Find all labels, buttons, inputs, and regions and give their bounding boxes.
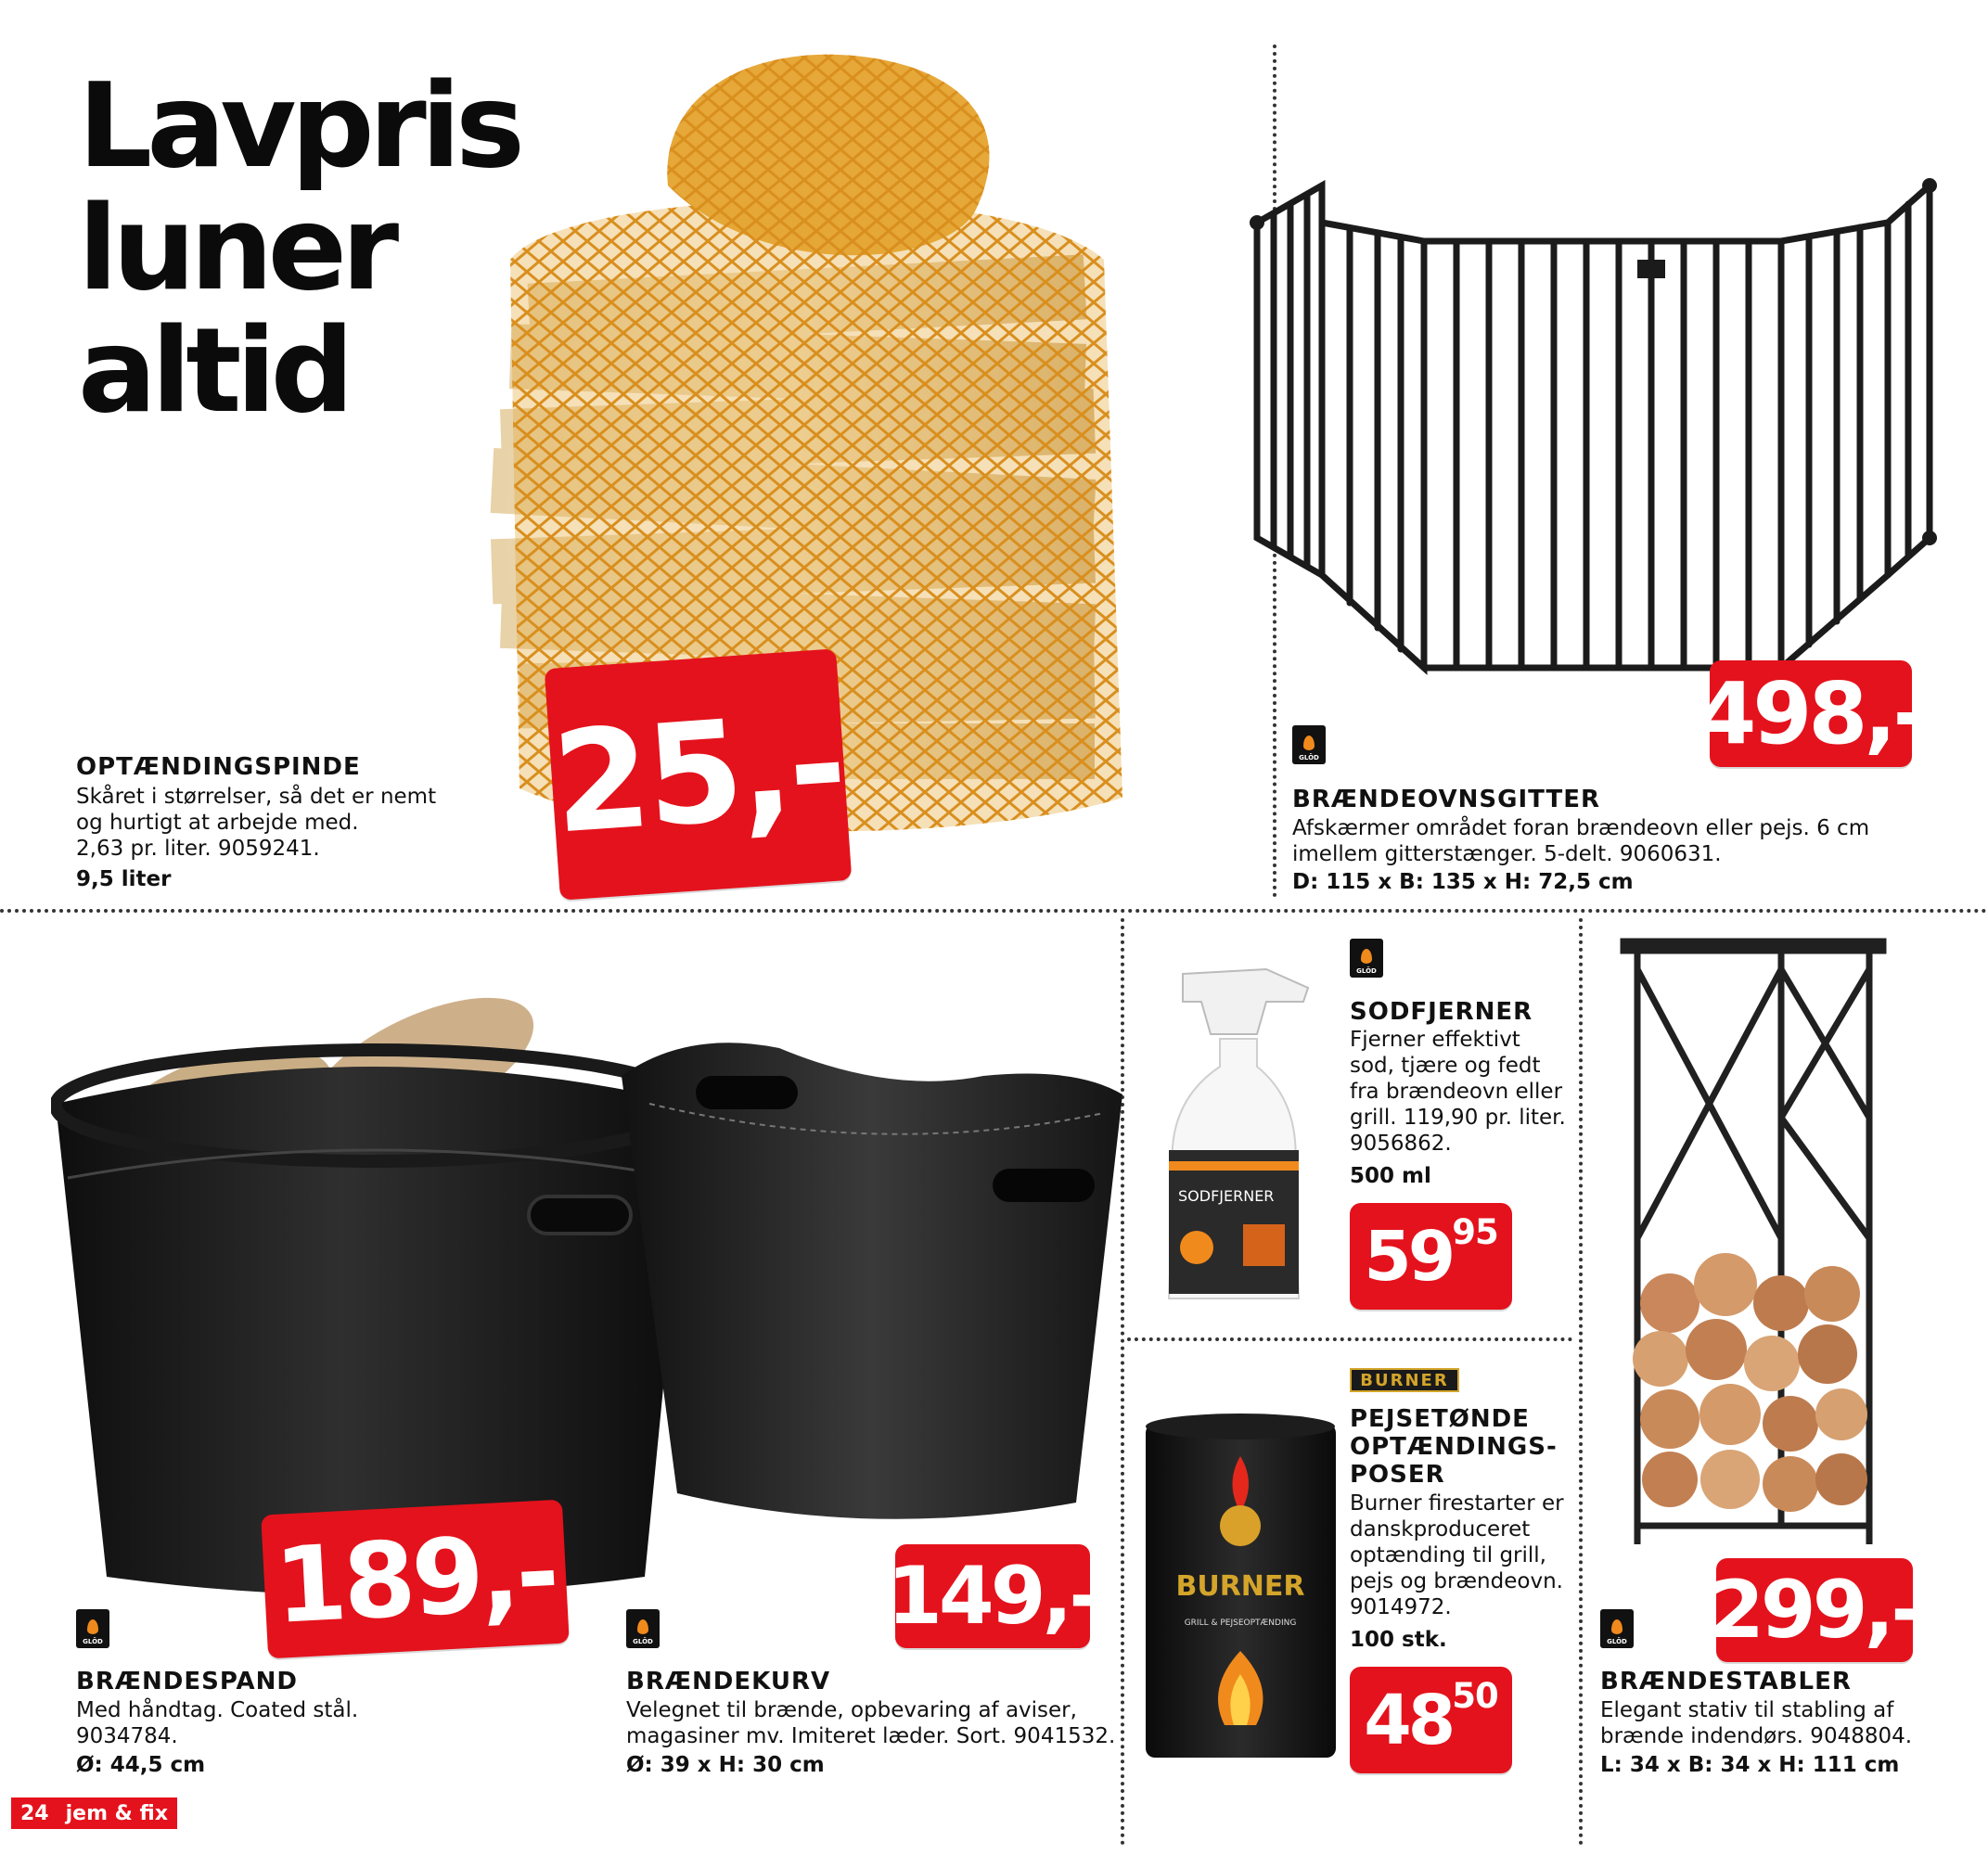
burner-brand-logo: BURNER <box>1350 1368 1459 1392</box>
desc-line: Afskærmer området foran brændeovn eller pejs. 6 cm <box>1292 816 1870 840</box>
title-braendeovnsgitter: BRÆNDEOVNSGITTER <box>1292 786 1601 813</box>
page-number: 24 <box>20 1801 49 1825</box>
title-line: PEJSETØNDE <box>1350 1405 1530 1433</box>
title-pejsetonde <box>1350 1405 1558 1489</box>
desc-line: brænde indendørs. 9048804. <box>1600 1724 1913 1748</box>
price-tag-braendekurv <box>887 1544 1098 1648</box>
price-tag-sodfjerner <box>1350 1203 1512 1310</box>
desc-line: grill. 119,90 pr. liter. <box>1350 1106 1566 1130</box>
price-braendekurv: 149,- <box>887 1550 1098 1643</box>
desc-braendespand <box>76 1697 358 1749</box>
desc-line: Med håndtag. Coated stål. <box>76 1698 359 1722</box>
title-braendekurv: BRÆNDEKURV <box>626 1668 831 1695</box>
headline <box>78 58 519 439</box>
size-pejsetonde: 100 stk. <box>1350 1628 1447 1652</box>
price-tag-pejsetonde <box>1350 1667 1512 1773</box>
price-tag-braendespand <box>261 1500 570 1659</box>
title-braendespand: BRÆNDESPAND <box>76 1668 299 1695</box>
price-sodfjerner-main: 59 <box>1364 1216 1453 1297</box>
desc-line: optænding til grill, <box>1350 1543 1546 1567</box>
price-tag-optaendingspinde <box>545 648 853 900</box>
price-pejsetonde-main: 48 <box>1364 1680 1453 1760</box>
price-pejsetonde-cents: 50 <box>1452 1676 1498 1717</box>
price-braendeovnsgitter: 498,- <box>1697 664 1925 763</box>
desc-line: og hurtigt at arbejde med. <box>76 811 359 835</box>
desc-line: Burner firestarter er <box>1350 1491 1564 1516</box>
glod-logo-icon: GLÖD <box>1350 939 1383 978</box>
title-line: OPTÆNDINGS- <box>1350 1433 1558 1461</box>
title-line: POSER <box>1350 1461 1445 1489</box>
log-basket-image <box>612 1020 1132 1540</box>
headline-line-3: altid <box>78 302 349 439</box>
log-stand-image <box>1614 932 1892 1554</box>
divider-sodfjerner <box>1127 1337 1572 1341</box>
price-tag-braendeovnsgitter <box>1697 660 1925 767</box>
size-braendespand: Ø: 44,5 cm <box>76 1753 206 1777</box>
desc-braendeovnsgitter <box>1292 815 1869 867</box>
desc-line: sod, tjære og fedt <box>1350 1054 1541 1078</box>
title-optaendingspinde: OPTÆNDINGSPINDE <box>76 753 361 781</box>
glod-logo-icon: GLÖD <box>1600 1609 1634 1648</box>
title-braendestabler: BRÆNDESTABLER <box>1600 1668 1852 1695</box>
soot-remover-image <box>1155 946 1317 1308</box>
burner-tub-image <box>1141 1410 1340 1772</box>
desc-line: pejs og brændeovn. <box>1350 1569 1563 1593</box>
headline-line-1: Lavpris <box>78 58 519 194</box>
title-sodfjerner: SODFJERNER <box>1350 998 1533 1026</box>
price-optaendingspinde: 25,- <box>547 684 849 865</box>
desc-pejsetonde <box>1350 1490 1564 1620</box>
size-braendestabler: L: 34 x B: 34 x H: 111 cm <box>1600 1753 1900 1777</box>
divider-bottom-right <box>1579 918 1583 1846</box>
desc-optaendingspinde <box>76 784 436 862</box>
footer-brand: jem & fix <box>65 1801 169 1825</box>
size-braendekurv: Ø: 39 x H: 30 cm <box>626 1753 825 1777</box>
price-tag-braendestabler <box>1709 1558 1920 1662</box>
desc-line: fra brændeovn eller <box>1350 1080 1563 1104</box>
footer-page-tag <box>11 1797 177 1829</box>
burner-tub-caption: GRILL & PEJSEOPTÆNDING <box>1184 1618 1297 1628</box>
glod-logo-icon: GLÖD <box>626 1609 660 1648</box>
divider-horizontal <box>0 909 1988 913</box>
desc-line: Skåret i størrelser, så det er nemt <box>76 785 437 809</box>
burner-tub-brand: BURNER <box>1175 1570 1305 1603</box>
price-sodfjerner-cents: 95 <box>1452 1212 1498 1253</box>
desc-line: 2,63 pr. liter. 9059241. <box>76 837 320 861</box>
glod-logo-icon: GLÖD <box>76 1609 109 1648</box>
fireplace-gate-image <box>1248 167 1943 686</box>
desc-braendestabler <box>1600 1697 1912 1749</box>
price-braendespand: 189,- <box>271 1511 559 1647</box>
desc-line: magasiner mv. Imiteret læder. Sort. 9041532. <box>626 1724 1116 1748</box>
size-sodfjerner: 500 ml <box>1350 1164 1431 1188</box>
desc-line: 9056862. <box>1350 1132 1452 1156</box>
desc-line: imellem gitterstænger. 5-delt. 9060631. <box>1292 842 1722 866</box>
size-braendeovnsgitter: D: 115 x B: 135 x H: 72,5 cm <box>1292 870 1634 894</box>
desc-line: Fjerner effektivt <box>1350 1028 1520 1052</box>
glod-logo-icon: GLÖD <box>1292 725 1326 764</box>
size-optaendingspinde: 9,5 liter <box>76 867 172 891</box>
desc-line: danskproduceret <box>1350 1517 1531 1542</box>
desc-line: 9014972. <box>1350 1595 1452 1619</box>
price-braendestabler: 299,- <box>1709 1564 1920 1657</box>
soot-remover-label: SODFJERNER <box>1178 1187 1275 1205</box>
desc-line: Velegnet til brænde, opbevaring af aviser, <box>626 1698 1077 1722</box>
desc-braendekurv <box>626 1697 1115 1749</box>
desc-line: 9034784. <box>76 1724 178 1748</box>
desc-sodfjerner <box>1350 1027 1566 1157</box>
desc-line: Elegant stativ til stabling af <box>1600 1698 1894 1722</box>
headline-line-2: luner <box>78 180 394 316</box>
